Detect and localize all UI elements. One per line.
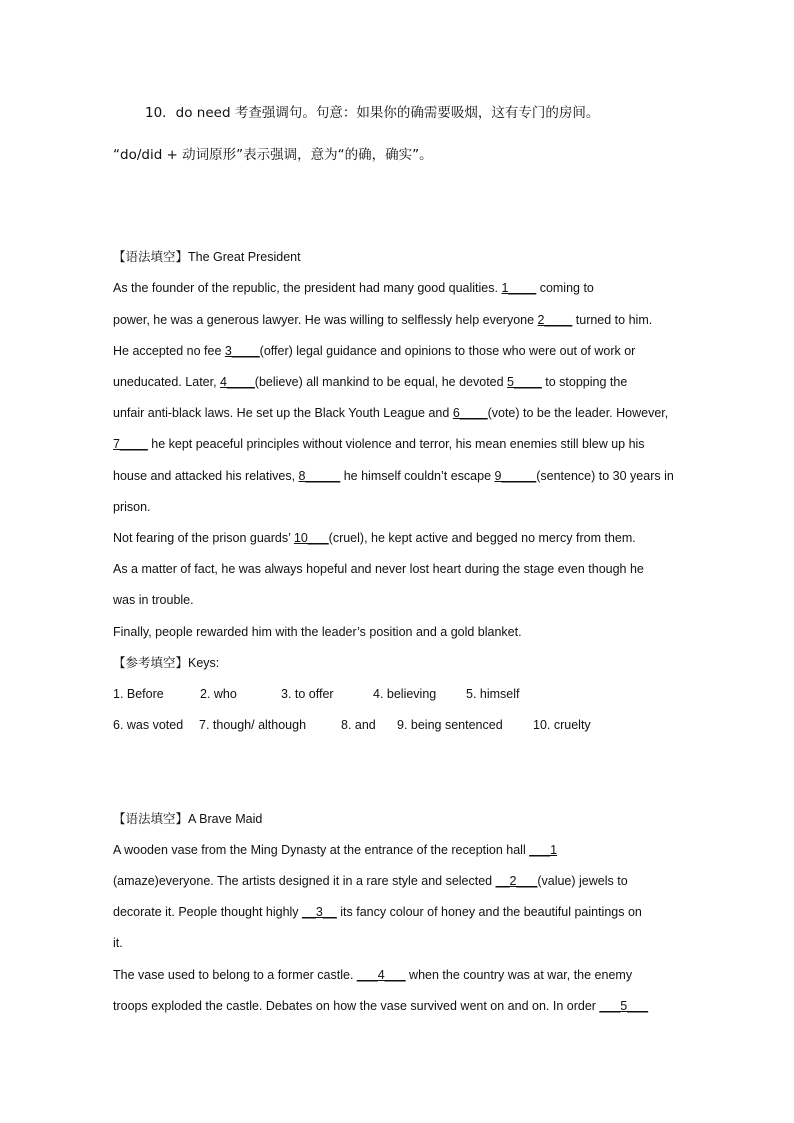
passage-line: The vase used to belong to a former castle. ___4___ when the country was at war, the enemy xyxy=(113,968,633,982)
blank-2[interactable]: __2___ xyxy=(495,874,538,888)
section-heading xyxy=(113,249,301,265)
passage-line: was in trouble. xyxy=(113,593,194,607)
blank-1[interactable]: ___1 xyxy=(529,843,558,857)
keys-heading xyxy=(113,655,219,671)
section-tag: 【语法填空】 xyxy=(113,249,189,264)
blank-5[interactable]: 5____ xyxy=(507,375,542,389)
section-tag: 【语法填空】 xyxy=(113,811,189,826)
blank-8[interactable]: 8_____ xyxy=(298,469,341,483)
passage-line: house and attacked his relatives, 8_____ he himself couldn’t escape 9_____(sentence) to 30 years in xyxy=(113,469,674,483)
passage-line: unfair anti-black laws. He set up the Black Youth League and 6____(vote) to be the leader. However, xyxy=(113,406,669,420)
blank-4[interactable]: 4____ xyxy=(220,375,255,389)
key-item: 6. was voted xyxy=(113,718,184,732)
blank-2[interactable]: 2____ xyxy=(537,313,573,327)
answer-10-explanation: “do/did + 动词原形”表示强调，意为“的确，确实”。 xyxy=(113,147,433,163)
keys-tag: 【参考填空】 xyxy=(113,655,189,670)
key-item: 8. and xyxy=(341,718,376,732)
section-title: A Brave Maid xyxy=(188,812,263,826)
key-item: 9. being sentenced xyxy=(397,718,503,732)
blank-3[interactable]: 3____ xyxy=(224,344,260,358)
key-item: 4. believing xyxy=(373,687,437,701)
passage-line: Finally, people rewarded him with the leader’s position and a gold blanket. xyxy=(113,625,522,639)
passage-line: He accepted no fee 3____(offer) legal guidance and opinions to those who were out of work or xyxy=(113,344,636,358)
passage-line: 7____ he kept peaceful principles without violence and terror, his mean enemies still blew up his xyxy=(113,437,645,451)
key-item: 1. Before xyxy=(113,687,164,701)
blank-6[interactable]: 6____ xyxy=(452,406,488,420)
passage-line: power, he was a generous lawyer. He was willing to selflessly help everyone 2____ turned to him. xyxy=(113,313,653,327)
key-item: 10. cruelty xyxy=(533,718,591,732)
passage-line: decorate it. People thought highly __3__ its fancy colour of honey and the beautiful paintings on xyxy=(113,905,642,919)
passage-line: (amaze)everyone. The artists designed it in a rare style and selected __2___(value) jewels to xyxy=(113,874,628,888)
blank-4[interactable]: ___4___ xyxy=(356,968,406,982)
blank-3[interactable]: __3__ xyxy=(302,905,337,919)
section-title: The Great President xyxy=(188,250,301,264)
blank-7[interactable]: 7____ xyxy=(113,437,148,451)
section-heading xyxy=(113,811,262,827)
passage-line: uneducated. Later, 4____(believe) all mankind to be equal, he devoted 5____ to stopping the xyxy=(113,375,628,389)
blank-1[interactable]: 1____ xyxy=(501,281,537,295)
keys-row xyxy=(113,686,520,702)
key-item: 7. though/ although xyxy=(199,718,307,732)
passage-line: As the founder of the republic, the president had many good qualities. 1____ coming to xyxy=(113,281,594,295)
blank-10[interactable]: 10___ xyxy=(293,531,329,545)
key-item: 3. to offer xyxy=(281,687,334,701)
key-item: 5. himself xyxy=(466,687,520,701)
blank-5[interactable]: ___5___ xyxy=(599,999,649,1013)
passage-line: prison. xyxy=(113,500,151,514)
answer-10-line: 10．do need 考查强调句。句意：如果你的确需要吸烟，这有专门的房间。 xyxy=(145,105,600,121)
blank-9[interactable]: 9_____ xyxy=(494,469,537,483)
key-item: 2. who xyxy=(200,687,237,701)
passage-line: As a matter of fact, he was always hopeful and never lost heart during the stage even though he xyxy=(113,562,644,576)
keys-title: Keys: xyxy=(188,656,220,670)
passage-line: troops exploded the castle. Debates on how the vase survived went on and on. In order ___5___ xyxy=(113,999,649,1013)
keys-row xyxy=(113,717,591,733)
passage-line: A wooden vase from the Ming Dynasty at the entrance of the reception hall ___1 xyxy=(113,843,558,857)
passage-line: it. xyxy=(113,936,123,950)
passage-line: Not fearing of the prison guards’ 10___(cruel), he kept active and begged no mercy from them. xyxy=(113,531,636,545)
